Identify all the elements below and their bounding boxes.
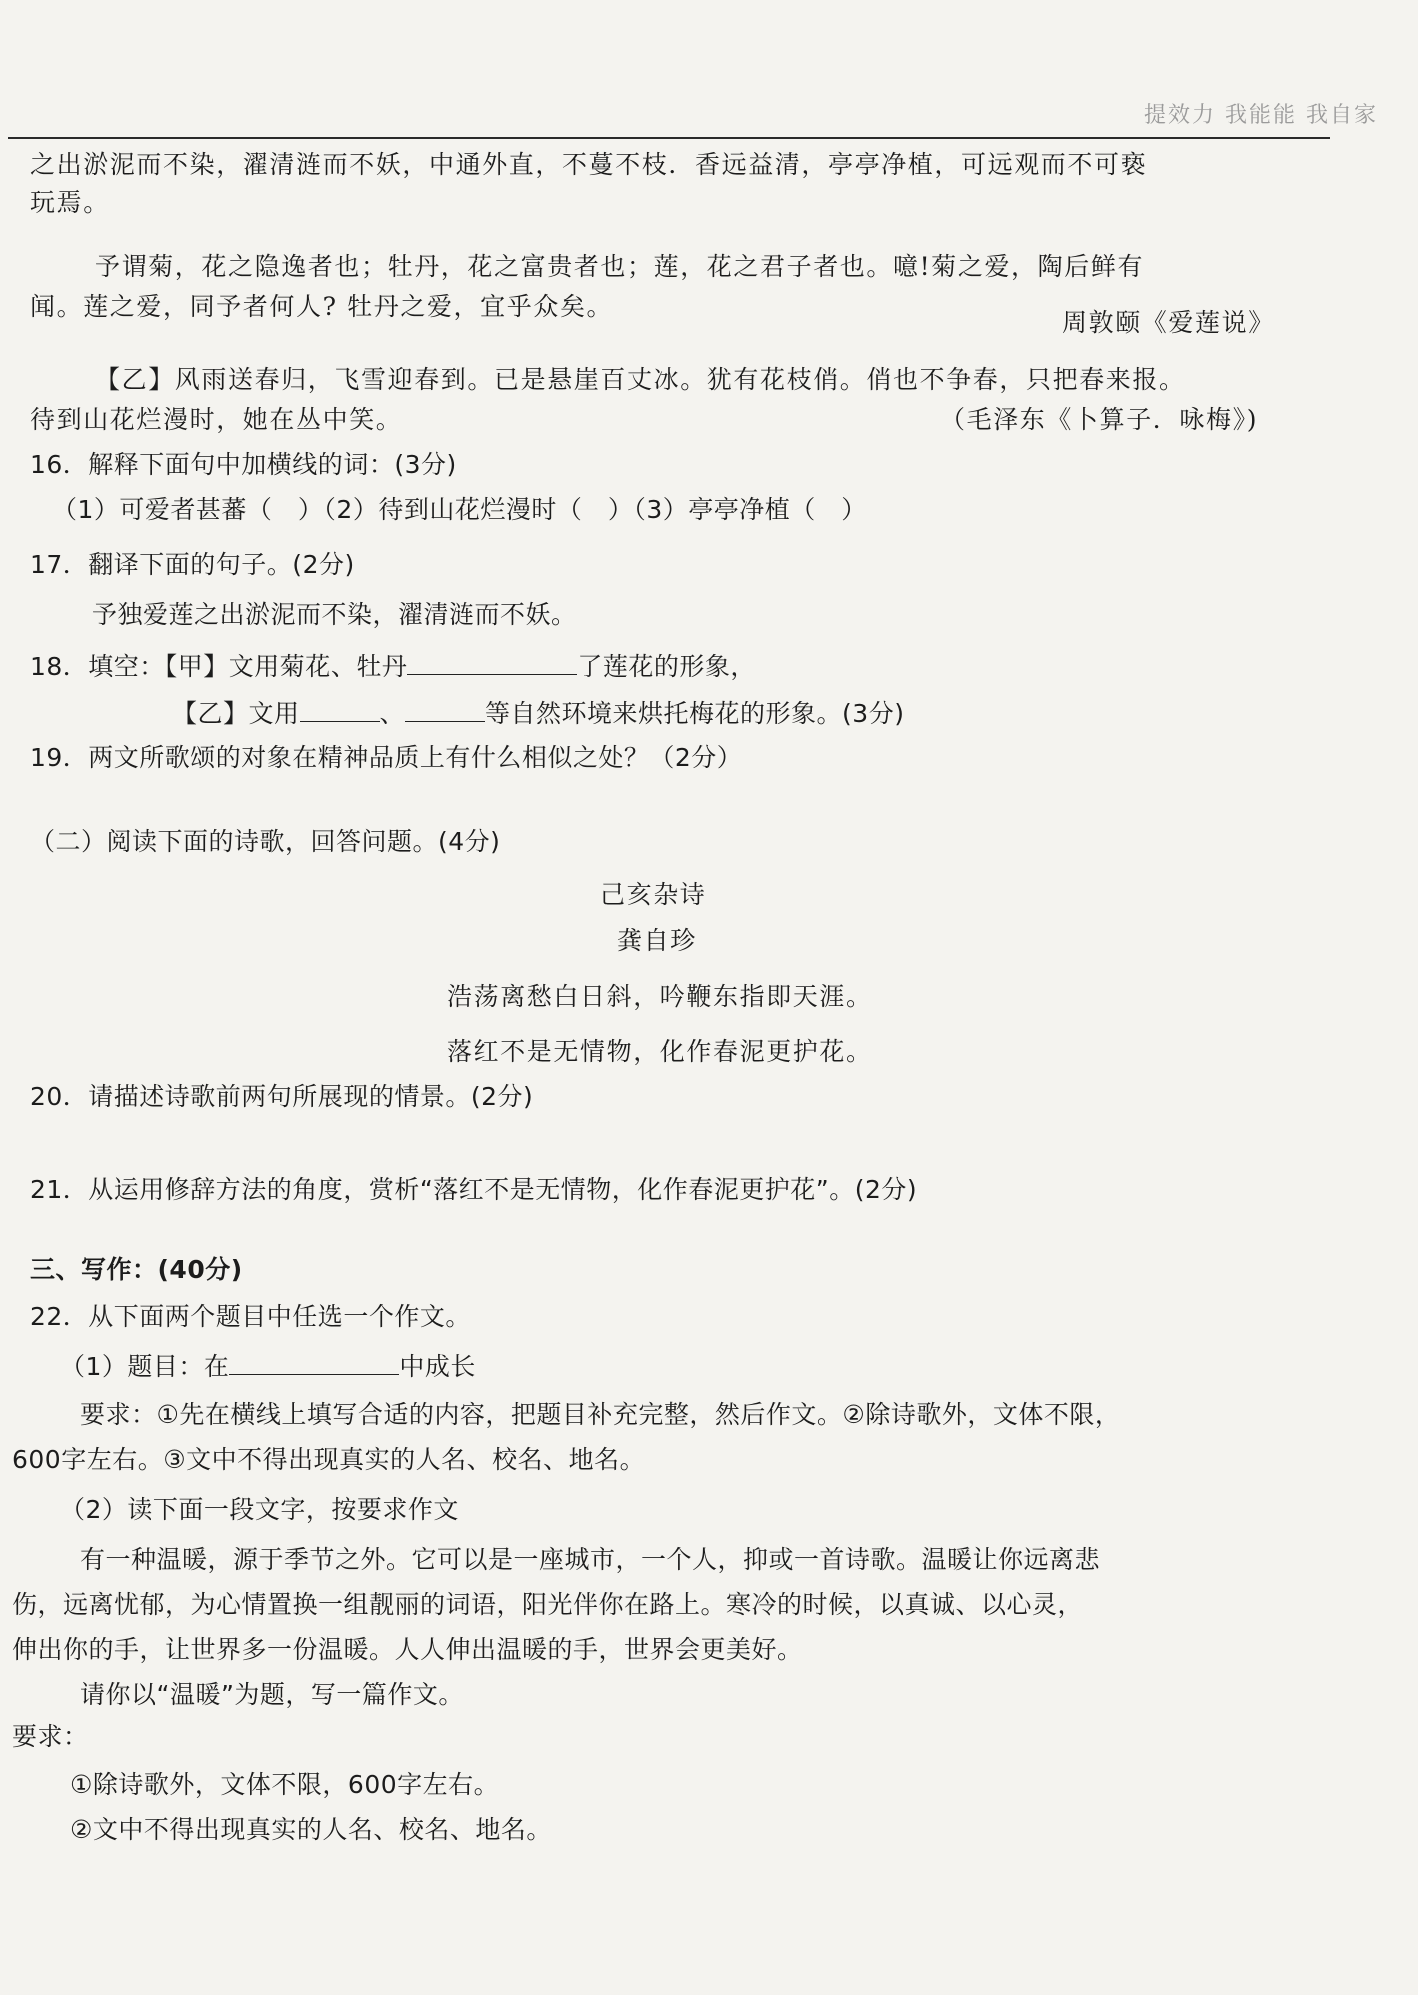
section-3-heading: 三、写作：(40分) xyxy=(30,1255,243,1284)
poem-b-line-1: 【乙】风雨送春归，飞雪迎春到。已是悬崖百丈冰。犹有花枝俏。俏也不争春，只把春来报。 xyxy=(95,365,1186,394)
q18-a-pre: 18．填空：【甲】文用菊花、牡丹 xyxy=(30,652,408,681)
question-19: 19．两文所歌颂的对象在精神品质上有什么相似之处？（2分） xyxy=(30,743,743,772)
poem-b-line-2: 待到山花烂漫时，她在丛中笑。 xyxy=(30,405,403,434)
option-1-title xyxy=(60,1350,476,1382)
requirement-2-a: ①除诗歌外，文体不限，600字左右。 xyxy=(70,1770,500,1799)
poem-title: 己亥杂诗 xyxy=(600,880,707,909)
answer-blank[interactable] xyxy=(405,697,485,722)
passage-line-3: 予谓菊，花之隐逸者也；牡丹，花之富贵者也；莲，花之君子者也。噫!菊之爱，陶后鲜有 xyxy=(95,252,1145,281)
question-18-line-b xyxy=(172,697,904,729)
source-a: 周敦颐《爱莲说》 xyxy=(1062,308,1275,337)
poem-author: 龚自珍 xyxy=(617,926,697,955)
question-17: 17．翻译下面的句子。(2分) xyxy=(30,550,355,579)
section-2-heading: （二）阅读下面的诗歌，回答问题。(4分) xyxy=(30,827,501,856)
passage-line-1: 之出淤泥而不染，濯清涟而不妖，中通外直，不蔓不枝．香远益清，亭亭净植，可远观而不可亵 xyxy=(30,150,1148,179)
question-20: 20．请描述诗歌前两句所展现的情景。(2分) xyxy=(30,1082,534,1111)
passage-line-4: 闻。莲之爱，同予者何人? 牡丹之爱，宜乎众矣。 xyxy=(30,292,614,321)
requirement-label: 要求： xyxy=(12,1722,89,1751)
requirement-1-line-b: 600字左右。③文中不得出现真实的人名、校名、地名。 xyxy=(12,1445,646,1474)
q18-b-pre: 【乙】文用 xyxy=(172,699,300,728)
poem-line-1: 浩荡离愁白日斜，吟鞭东指即天涯。 xyxy=(447,982,873,1011)
poem-line-2: 落红不是无情物，化作春泥更护花。 xyxy=(447,1037,873,1066)
question-16: 16．解释下面句中加横线的词：(3分) xyxy=(30,450,457,479)
answer-blank[interactable] xyxy=(407,650,577,675)
header-rule xyxy=(8,137,1330,139)
q18-b-sep: 、 xyxy=(379,699,406,728)
question-16-items: （1）可爱者甚蕃（ ）（2）待到山花烂漫时（ ）（3）亭亭净植（ ） xyxy=(52,495,867,524)
header-ghost-text: 提效力 我能能 我自家 xyxy=(1144,103,1378,128)
answer-blank[interactable] xyxy=(300,697,380,722)
requirement-1-line-a: 要求：①先在横线上填写合适的内容，把题目补充完整，然后作文。②除诗歌外，文体不限， xyxy=(80,1400,1121,1429)
option-1-post: 中成长 xyxy=(399,1352,476,1381)
material-line-3: 伸出你的手，让世界多一份温暖。人人伸出温暖的手，世界会更美好。 xyxy=(12,1635,803,1664)
title-blank[interactable] xyxy=(229,1350,399,1375)
question-17-sentence: 予独爱莲之出淤泥而不染，濯清涟而不妖。 xyxy=(92,600,577,629)
question-21: 21．从运用修辞方法的角度，赏析“落红不是无情物，化作春泥更护花”。(2分) xyxy=(30,1175,918,1204)
option-1-pre: （1）题目：在 xyxy=(60,1352,230,1381)
option-2-heading: （2）读下面一段文字，按要求作文 xyxy=(60,1495,459,1524)
requirement-2-b: ②文中不得出现真实的人名、校名、地名。 xyxy=(70,1815,552,1844)
question-18-line-a xyxy=(30,650,756,682)
question-22: 22．从下面两个题目中任选一个作文。 xyxy=(30,1302,471,1331)
q18-a-post: 了莲花的形象， xyxy=(577,652,756,681)
material-line-2: 伤，远离忧郁，为心情置换一组靓丽的词语，阳光伴你在路上。寒冷的时候，以真诚、以心灵， xyxy=(12,1590,1084,1619)
material-line-1: 有一种温暖，源于季节之外。它可以是一座城市，一个人，抑或一首诗歌。温暖让你远离悲 xyxy=(80,1545,1101,1574)
passage-line-2: 玩焉。 xyxy=(30,188,110,217)
q18-b-post: 等自然环境来烘托梅花的形象。(3分) xyxy=(485,699,905,728)
writing-prompt: 请你以“温暖”为题，写一篇作文。 xyxy=(80,1680,464,1709)
source-b: （毛泽东《卜算子．咏梅》) xyxy=(940,405,1259,434)
